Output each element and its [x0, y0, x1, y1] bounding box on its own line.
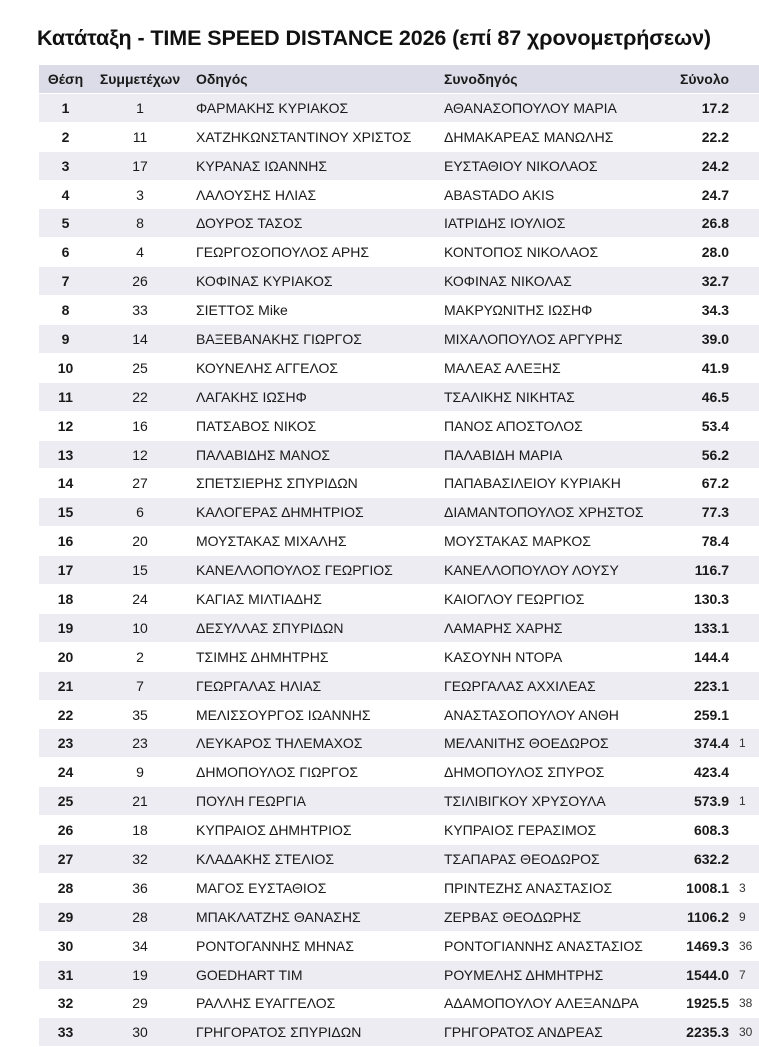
cell-position: 21 [39, 671, 92, 700]
cell-codriver: ΠΑΠΑΒΑΣΙΛΕΙΟΥ ΚΥΡΙΑΚΗ [438, 469, 667, 498]
cell-codriver: ΑΘΑΝΑΣΟΠΟΥΛΟΥ ΜΑΡΙΑ [438, 93, 667, 122]
cell-driver: ΠΟΥΛΗ ΓΕΩΡΓΙΑ [188, 787, 438, 816]
cell-participant: 32 [92, 845, 188, 874]
cell-participant: 18 [92, 816, 188, 845]
cell-extra: 36 [735, 931, 759, 960]
cell-driver: ΔΗΜΟΠΟΥΛΟΣ ΓΙΩΡΓΟΣ [188, 758, 438, 787]
table-row [39, 238, 759, 267]
cell-participant: 12 [92, 440, 188, 469]
cell-driver: ΚΟΦΙΝΑΣ ΚΥΡΙΑΚΟΣ [188, 267, 438, 296]
table-row [39, 353, 759, 382]
cell-driver: GOEDHART TIM [188, 960, 438, 989]
cell-position: 11 [39, 382, 92, 411]
cell-participant: 35 [92, 700, 188, 729]
cell-codriver: ΜΟΥΣΤΑΚΑΣ ΜΑΡΚΟΣ [438, 527, 667, 556]
cell-position: 8 [39, 296, 92, 325]
cell-codriver: ΜΕΛΑΝΙΤΗΣ ΘΟΕΔΩΡΟΣ [438, 729, 667, 758]
cell-participant: 20 [92, 527, 188, 556]
cell-driver: ΚΥΠΡΑΙΟΣ ΔΗΜΗΤΡΙΟΣ [188, 816, 438, 845]
cell-extra: 1 [735, 787, 759, 816]
cell-driver: ΣΠΕΤΣΙΕΡΗΣ ΣΠΥΡΙΔΩΝ [188, 469, 438, 498]
cell-total: 573.9 [667, 787, 735, 816]
cell-participant: 17 [92, 151, 188, 180]
table-row [39, 411, 759, 440]
cell-driver: ΦΑΡΜΑΚΗΣ ΚΥΡΙΑΚΟΣ [188, 93, 438, 122]
cell-participant: 34 [92, 931, 188, 960]
cell-codriver: ΡΟΝΤΟΓΙΑΝΝΗΣ ΑΝΑΣΤΑΣΙΟΣ [438, 931, 667, 960]
cell-participant: 23 [92, 729, 188, 758]
cell-codriver: ΓΡΗΓΟΡΑΤΟΣ ΑΝΔΡΕΑΣ [438, 1018, 667, 1047]
cell-participant: 11 [92, 122, 188, 151]
table-row [39, 642, 759, 671]
cell-position: 7 [39, 267, 92, 296]
table-row [39, 700, 759, 729]
table-row [39, 671, 759, 700]
cell-codriver: ΡΟΥΜΕΛΗΣ ΔΗΜΗΤΡΗΣ [438, 960, 667, 989]
cell-driver: ΚΑΝΕΛΛΟΠΟΥΛΟΣ ΓΕΩΡΓΙΟΣ [188, 556, 438, 585]
cell-position: 5 [39, 209, 92, 238]
cell-participant: 25 [92, 353, 188, 382]
table-row [39, 325, 759, 354]
cell-position: 19 [39, 613, 92, 642]
cell-total: 223.1 [667, 671, 735, 700]
cell-participant: 19 [92, 960, 188, 989]
header-total: Σύνολο [667, 65, 735, 93]
cell-position: 14 [39, 469, 92, 498]
cell-participant: 15 [92, 556, 188, 585]
cell-total: 67.2 [667, 469, 735, 498]
header-driver: Οδηγός [188, 65, 438, 93]
table-row [39, 296, 759, 325]
cell-position: 1 [39, 93, 92, 122]
cell-position: 2 [39, 122, 92, 151]
cell-driver: ΛΑΓΑΚΗΣ ΙΩΣΗΦ [188, 382, 438, 411]
cell-codriver: ΔΗΜΟΠΟΥΛΟΣ ΣΠΥΡΟΣ [438, 758, 667, 787]
table-row [39, 382, 759, 411]
cell-codriver: ΜΙΧΑΛΟΠΟΥΛΟΣ ΑΡΓΥΡΗΣ [438, 325, 667, 354]
cell-driver: ΜΟΥΣΤΑΚΑΣ ΜΙΧΑΛΗΣ [188, 527, 438, 556]
cell-position: 15 [39, 498, 92, 527]
cell-position: 33 [39, 1018, 92, 1047]
cell-position: 31 [39, 960, 92, 989]
table-row [39, 556, 759, 585]
table-row [39, 758, 759, 787]
cell-participant: 3 [92, 180, 188, 209]
cell-position: 27 [39, 845, 92, 874]
cell-position: 23 [39, 729, 92, 758]
cell-position: 17 [39, 556, 92, 585]
cell-total: 608.3 [667, 816, 735, 845]
cell-codriver: ΠΡΙΝΤΕΖΗΣ ΑΝΑΣΤΑΣΙΟΣ [438, 873, 667, 902]
cell-participant: 36 [92, 873, 188, 902]
cell-extra [735, 700, 759, 729]
cell-driver: ΚΥΡΑΝΑΣ ΙΩΑΝΝΗΣ [188, 151, 438, 180]
cell-position: 22 [39, 700, 92, 729]
cell-position: 29 [39, 902, 92, 931]
cell-codriver: ΜΑΛΕΑΣ ΑΛΕΞΗΣ [438, 353, 667, 382]
cell-codriver: ΔΗΜΑΚΑΡΕΑΣ ΜΑΝΩΛΗΣ [438, 122, 667, 151]
cell-driver: ΚΛΑΔΑΚΗΣ ΣΤΕΛΙΟΣ [188, 845, 438, 874]
cell-extra [735, 180, 759, 209]
cell-participant: 33 [92, 296, 188, 325]
cell-driver: ΚΑΛΟΓΕΡΑΣ ΔΗΜΗΤΡΙΟΣ [188, 498, 438, 527]
cell-codriver: ΠΑΛΑΒΙΔΗ ΜΑΡΙΑ [438, 440, 667, 469]
cell-driver: ΚΟΥΝΕΛΗΣ ΑΓΓΕΛΟΣ [188, 353, 438, 382]
cell-extra [735, 845, 759, 874]
cell-position: 16 [39, 527, 92, 556]
table-row [39, 585, 759, 614]
cell-extra [735, 816, 759, 845]
cell-codriver: ΤΣΑΠΑΡΑΣ ΘΕΟΔΩΡΟΣ [438, 845, 667, 874]
cell-extra [735, 758, 759, 787]
cell-extra [735, 671, 759, 700]
cell-driver: ΚΑΓΙΑΣ ΜΙΛΤΙΑΔΗΣ [188, 585, 438, 614]
cell-extra [735, 267, 759, 296]
table-row [39, 209, 759, 238]
cell-driver: ΜΠΑΚΛΑΤΖΗΣ ΘΑΝΑΣΗΣ [188, 902, 438, 931]
table-row [39, 787, 759, 816]
cell-codriver: ΚΟΦΙΝΑΣ ΝΙΚΟΛΑΣ [438, 267, 667, 296]
cell-participant: 30 [92, 1018, 188, 1047]
cell-codriver: ΚΥΠΡΑΙΟΣ ΓΕΡΑΣΙΜΟΣ [438, 816, 667, 845]
cell-position: 25 [39, 787, 92, 816]
cell-position: 24 [39, 758, 92, 787]
cell-codriver: ΑΔΑΜΟΠΟΥΛΟΥ ΑΛΕΞΑΝΔΡΑ [438, 989, 667, 1018]
cell-extra [735, 527, 759, 556]
cell-extra: 3 [735, 873, 759, 902]
cell-total: 53.4 [667, 411, 735, 440]
cell-codriver: ΛΑΜΑΡΗΣ ΧΑΡΗΣ [438, 613, 667, 642]
cell-driver: ΓΕΩΡΓΟΣΟΠΟΥΛΟΣ ΑΡΗΣ [188, 238, 438, 267]
cell-total: 17.2 [667, 93, 735, 122]
cell-driver: ΜΑΓΟΣ ΕΥΣΤΑΘΙΟΣ [188, 873, 438, 902]
cell-total: 133.1 [667, 613, 735, 642]
cell-participant: 27 [92, 469, 188, 498]
cell-total: 1008.1 [667, 873, 735, 902]
table-row [39, 989, 759, 1018]
table-row [39, 931, 759, 960]
cell-total: 1469.3 [667, 931, 735, 960]
cell-extra [735, 469, 759, 498]
cell-codriver: ABASTADO AKIS [438, 180, 667, 209]
cell-extra: 1 [735, 729, 759, 758]
table-row [39, 527, 759, 556]
cell-codriver: ΖΕΡΒΑΣ ΘΕΟΔΩΡΗΣ [438, 902, 667, 931]
table-body [39, 93, 759, 1046]
cell-participant: 26 [92, 267, 188, 296]
table-row [39, 122, 759, 151]
table-header-row [39, 65, 759, 93]
cell-participant: 14 [92, 325, 188, 354]
cell-total: 259.1 [667, 700, 735, 729]
cell-position: 13 [39, 440, 92, 469]
table-row [39, 816, 759, 845]
cell-participant: 8 [92, 209, 188, 238]
cell-total: 32.7 [667, 267, 735, 296]
cell-position: 9 [39, 325, 92, 354]
cell-total: 632.2 [667, 845, 735, 874]
cell-extra [735, 93, 759, 122]
table-row [39, 498, 759, 527]
table-row [39, 729, 759, 758]
cell-total: 56.2 [667, 440, 735, 469]
cell-extra: 38 [735, 989, 759, 1018]
table-row [39, 267, 759, 296]
cell-total: 1925.5 [667, 989, 735, 1018]
table-row [39, 151, 759, 180]
header-codriver: Συνοδηγός [438, 65, 667, 93]
header-position: Θέση [39, 65, 92, 93]
cell-total: 39.0 [667, 325, 735, 354]
header-extra [735, 65, 759, 93]
table-row [39, 845, 759, 874]
cell-driver: ΓΕΩΡΓΑΛΑΣ ΗΛΙΑΣ [188, 671, 438, 700]
cell-participant: 10 [92, 613, 188, 642]
cell-codriver: ΓΕΩΡΓΑΛΑΣ ΑΧΧΙΛΕΑΣ [438, 671, 667, 700]
cell-extra [735, 382, 759, 411]
cell-total: 78.4 [667, 527, 735, 556]
cell-driver: ΔΟΥΡΟΣ ΤΑΣΟΣ [188, 209, 438, 238]
cell-position: 12 [39, 411, 92, 440]
cell-driver: ΜΕΛΙΣΣΟΥΡΓΟΣ ΙΩΑΝΝΗΣ [188, 700, 438, 729]
cell-total: 130.3 [667, 585, 735, 614]
cell-participant: 16 [92, 411, 188, 440]
cell-codriver: ΤΣΑΛΙΚΗΣ ΝΙΚΗΤΑΣ [438, 382, 667, 411]
cell-total: 116.7 [667, 556, 735, 585]
cell-total: 22.2 [667, 122, 735, 151]
cell-driver: ΓΡΗΓΟΡΑΤΟΣ ΣΠΥΡΙΔΩΝ [188, 1018, 438, 1047]
cell-position: 20 [39, 642, 92, 671]
cell-total: 34.3 [667, 296, 735, 325]
cell-codriver: ΕΥΣΤΑΘΙΟΥ ΝΙΚΟΛΑΟΣ [438, 151, 667, 180]
cell-extra [735, 440, 759, 469]
table-row [39, 93, 759, 122]
cell-extra [735, 498, 759, 527]
cell-driver: ΡΑΛΛΗΣ ΕΥΑΓΓΕΛΟΣ [188, 989, 438, 1018]
cell-extra: 30 [735, 1018, 759, 1047]
cell-codriver: ΙΑΤΡΙΔΗΣ ΙΟΥΛΙΟΣ [438, 209, 667, 238]
cell-position: 30 [39, 931, 92, 960]
cell-total: 1544.0 [667, 960, 735, 989]
cell-participant: 29 [92, 989, 188, 1018]
cell-driver: ΛΕΥΚΑΡΟΣ ΤΗΛΕΜΑΧΟΣ [188, 729, 438, 758]
cell-extra [735, 353, 759, 382]
cell-total: 24.2 [667, 151, 735, 180]
cell-total: 41.9 [667, 353, 735, 382]
cell-extra: 7 [735, 960, 759, 989]
header-participant: Συμμετέχων [92, 65, 188, 93]
cell-position: 32 [39, 989, 92, 1018]
cell-participant: 24 [92, 585, 188, 614]
cell-extra [735, 613, 759, 642]
cell-position: 18 [39, 585, 92, 614]
cell-position: 26 [39, 816, 92, 845]
cell-codriver: ΚΟΝΤΟΠΟΣ ΝΙΚΟΛΑΟΣ [438, 238, 667, 267]
cell-driver: ΠΑΛΑΒΙΔΗΣ ΜΑΝΟΣ [188, 440, 438, 469]
cell-extra [735, 642, 759, 671]
cell-total: 144.4 [667, 642, 735, 671]
table-row [39, 873, 759, 902]
cell-driver: ΡΟΝΤΟΓΑΝΝΗΣ ΜΗΝΑΣ [188, 931, 438, 960]
cell-codriver: ΜΑΚΡΥΩΝΙΤΗΣ ΙΩΣΗΦ [438, 296, 667, 325]
cell-participant: 28 [92, 902, 188, 931]
cell-codriver: ΔΙΑΜΑΝΤΟΠΟΥΛΟΣ ΧΡΗΣΤΟΣ [438, 498, 667, 527]
cell-participant: 6 [92, 498, 188, 527]
cell-participant: 22 [92, 382, 188, 411]
cell-codriver: ΚΑΙΟΓΛΟΥ ΓΕΩΡΓΙΟΣ [438, 585, 667, 614]
table-row [39, 1018, 759, 1047]
cell-total: 77.3 [667, 498, 735, 527]
cell-codriver: ΚΑΣΟΥΝΗ ΝΤΟΡΑ [438, 642, 667, 671]
cell-extra [735, 585, 759, 614]
cell-driver: ΛΑΛΟΥΣΗΣ ΗΛΙΑΣ [188, 180, 438, 209]
cell-total: 26.8 [667, 209, 735, 238]
cell-participant: 4 [92, 238, 188, 267]
cell-position: 28 [39, 873, 92, 902]
cell-participant: 2 [92, 642, 188, 671]
cell-extra [735, 556, 759, 585]
cell-total: 374.4 [667, 729, 735, 758]
cell-driver: ΣΙΕΤΤΟΣ Mike [188, 296, 438, 325]
cell-extra [735, 209, 759, 238]
cell-extra: 9 [735, 902, 759, 931]
table-row [39, 902, 759, 931]
cell-driver: ΧΑΤΖΗΚΩΝΣΤΑΝΤΙΝΟΥ ΧΡΙΣΤΟΣ [188, 122, 438, 151]
cell-total: 423.4 [667, 758, 735, 787]
cell-codriver: ΤΣΙΛΙΒΙΓΚΟΥ ΧΡΥΣΟΥΛΑ [438, 787, 667, 816]
cell-extra [735, 411, 759, 440]
cell-participant: 9 [92, 758, 188, 787]
cell-participant: 7 [92, 671, 188, 700]
cell-position: 3 [39, 151, 92, 180]
cell-driver: ΒΑΞΕΒΑΝΑΚΗΣ ΓΙΩΡΓΟΣ [188, 325, 438, 354]
cell-extra [735, 296, 759, 325]
cell-codriver: ΠΑΝΟΣ ΑΠΟΣΤΟΛΟΣ [438, 411, 667, 440]
standings-table [39, 65, 759, 1047]
page-title: Κατάταξη - TIME SPEED DISTANCE 2026 (επί 87 χρονομετρήσεων) [37, 26, 711, 50]
cell-extra [735, 151, 759, 180]
cell-total: 2235.3 [667, 1018, 735, 1047]
table-row [39, 613, 759, 642]
cell-extra [735, 238, 759, 267]
cell-total: 28.0 [667, 238, 735, 267]
cell-total: 1106.2 [667, 902, 735, 931]
cell-position: 10 [39, 353, 92, 382]
table-row [39, 440, 759, 469]
table-row [39, 469, 759, 498]
cell-driver: ΤΣΙΜΗΣ ΔΗΜΗΤΡΗΣ [188, 642, 438, 671]
table-row [39, 960, 759, 989]
cell-driver: ΔΕΣΥΛΛΑΣ ΣΠΥΡΙΔΩΝ [188, 613, 438, 642]
cell-extra [735, 325, 759, 354]
cell-codriver: ΑΝΑΣΤΑΣΟΠΟΥΛΟΥ ΑΝΘΗ [438, 700, 667, 729]
cell-driver: ΠΑΤΣΑΒΟΣ ΝΙΚΟΣ [188, 411, 438, 440]
cell-participant: 21 [92, 787, 188, 816]
cell-total: 46.5 [667, 382, 735, 411]
cell-participant: 1 [92, 93, 188, 122]
cell-total: 24.7 [667, 180, 735, 209]
cell-position: 4 [39, 180, 92, 209]
cell-codriver: ΚΑΝΕΛΛΟΠΟΥΛΟΥ ΛΟΥΣΥ [438, 556, 667, 585]
cell-position: 6 [39, 238, 92, 267]
table-row [39, 180, 759, 209]
cell-extra [735, 122, 759, 151]
